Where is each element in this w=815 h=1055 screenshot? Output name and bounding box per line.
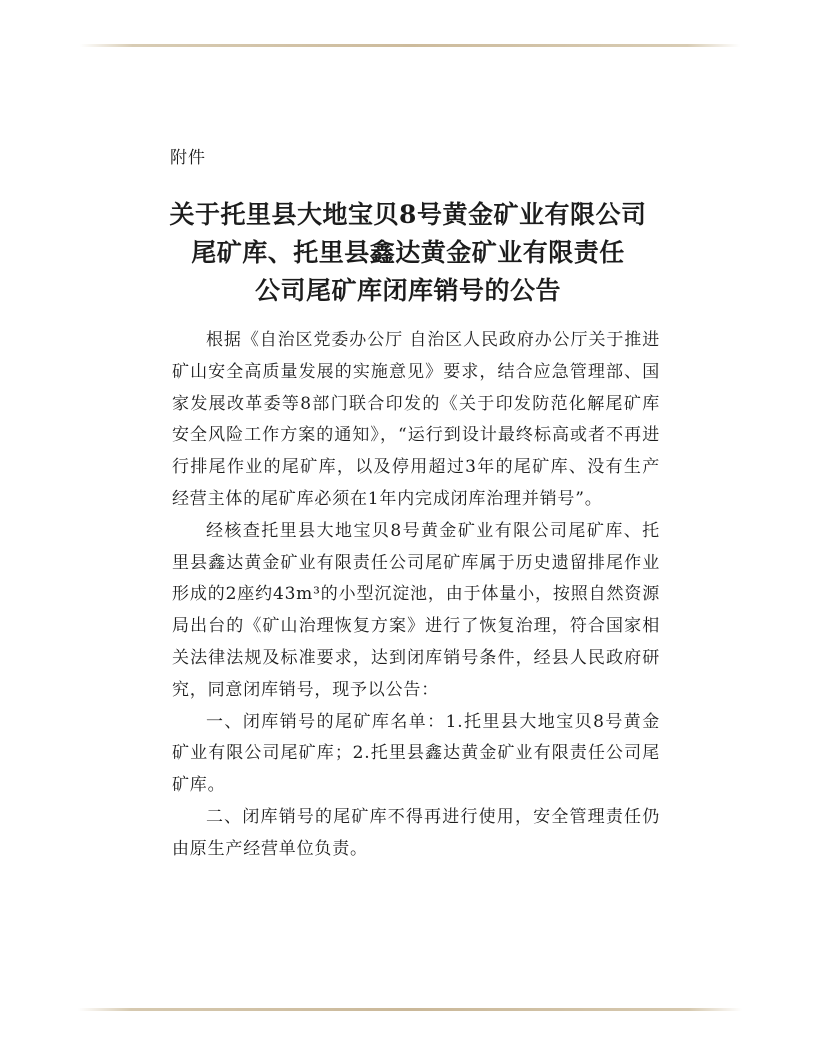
title-line-1: 关于托里县大地宝贝8号黄金矿业有限公司	[169, 200, 647, 229]
title-line-2: 尾矿库、托里县鑫达黄金矿业有限责任	[191, 238, 625, 267]
paragraph-verification: 经核查托里县大地宝贝8号黄金矿业有限公司尾矿库、托里县鑫达黄金矿业有限责任公司尾矿库属于历史遗留排尾作业形成的2座约43m³的小型沉淀池，由于体量小，按照自然资源局出台的《矿山治理恢复方案》进行了恢复治理，符合国家相关法律法规及标准要求，达到闭库销号条件，经县人民政府研究，同意闭库销号，现予以公告：	[172, 520, 660, 700]
document-title	[150, 196, 666, 310]
paragraph-item-2: 二、闭库销号的尾矿库不得再进行使用，安全管理责任仍由原生产经营单位负责。	[172, 806, 660, 859]
title-line-3: 公司尾矿库闭库销号的公告	[254, 276, 561, 305]
attachment-label: 附件	[170, 148, 206, 168]
paragraph-item-1: 一、闭库销号的尾矿库名单：1.托里县大地宝贝8号黄金矿业有限公司尾矿库；2.托里县鑫达黄金矿业有限责任公司尾矿库。	[172, 711, 660, 796]
scan-edge-bottom	[78, 1008, 742, 1011]
scan-edge-top	[80, 44, 740, 47]
paragraph-basis: 根据《自治区党委办公厅 自治区人民政府办公厅关于推进矿山安全高质量发展的实施意见》要求，结合应急管理部、国家发展改革委等8部门联合印发的《关于印发防范化解尾矿库安全风险工作方案的通知》，“运行到设计最终标高或者不再进行排尾作业的尾矿库，以及停用超过3年的尾矿库、没有生产经营主体的尾矿库必须在1年内完成闭库治理并销号”。	[172, 330, 660, 509]
document-body	[172, 325, 660, 866]
